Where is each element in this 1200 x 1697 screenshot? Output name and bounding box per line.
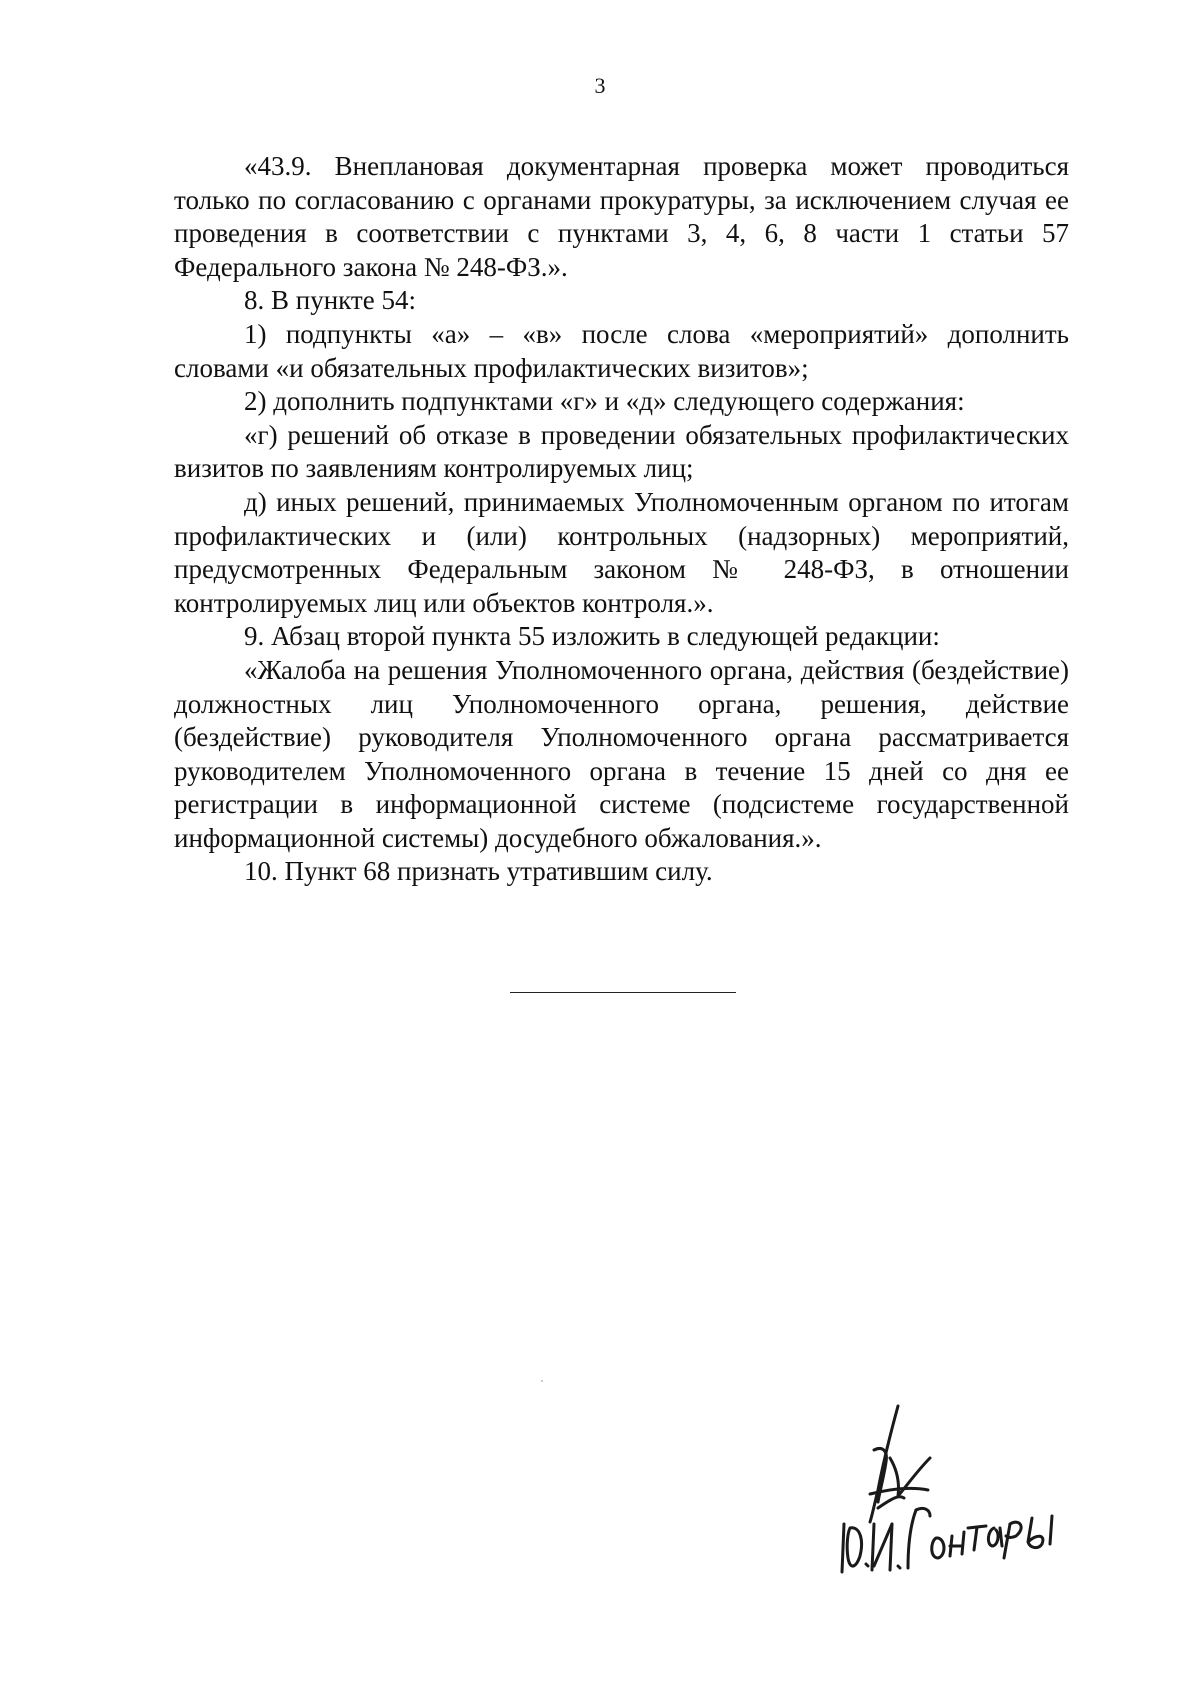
page-number: 3 <box>594 73 606 98</box>
paragraph-subitem-d: д) иных решений, принимаемых Уполномоченным органом по итогам профилактических и (или) контрольных (надзорных) мероприятий, предусмотренных Федеральным законом № 248-ФЗ, в отношении контролируемых лиц или объектов контроля.». <box>174 486 1069 618</box>
paragraph-item-10: 10. Пункт 68 признать утратившим силу. <box>244 856 713 887</box>
paragraph-subitem-2: 2) дополнить подпунктами «г» и «д» следующего содержания: <box>244 386 965 417</box>
paragraph-subitem-g: «г) решений об отказе в проведении обязательных профилактических визитов по заявлениям контролируемых лиц; <box>174 419 1069 484</box>
handwritten-signature <box>838 1398 1078 1574</box>
paragraph-subitem-1: 1) подпункты «а» – «в» после слова «мероприятий» дополнить словами «и обязательных профилактических визитов»; <box>174 318 1069 383</box>
paragraph-43-9: «43.9. Внеплановая документарная проверка может проводиться только по согласованию с органами прокуратуры, за исключением случая ее проведения в соответствии с пунктами 3, 4, 6, 8 части 1 статьи 57 Федерального закона № 248-ФЗ.». <box>174 151 1069 282</box>
closing-rule <box>510 992 736 993</box>
paragraph-item-9: 9. Абзац второй пункта 55 изложить в следующей редакции: <box>244 621 940 652</box>
paragraph-item-8: 8. В пункте 54: <box>244 285 416 316</box>
scan-speck <box>541 1380 543 1382</box>
paragraph-complaint: «Жалоба на решения Уполномоченного органа, действия (бездействие) должностных лиц Уполномоченного органа, решения, действие (бездействие) руководителя Уполномоченного органа рассматривается руководителем Уполномоченного органа в течение 15 дней со дня ее регистрации в информационной системе (подсистеме государственной информационной системы) досудебного обжалования.». <box>174 654 1069 853</box>
document-body <box>174 150 1069 889</box>
